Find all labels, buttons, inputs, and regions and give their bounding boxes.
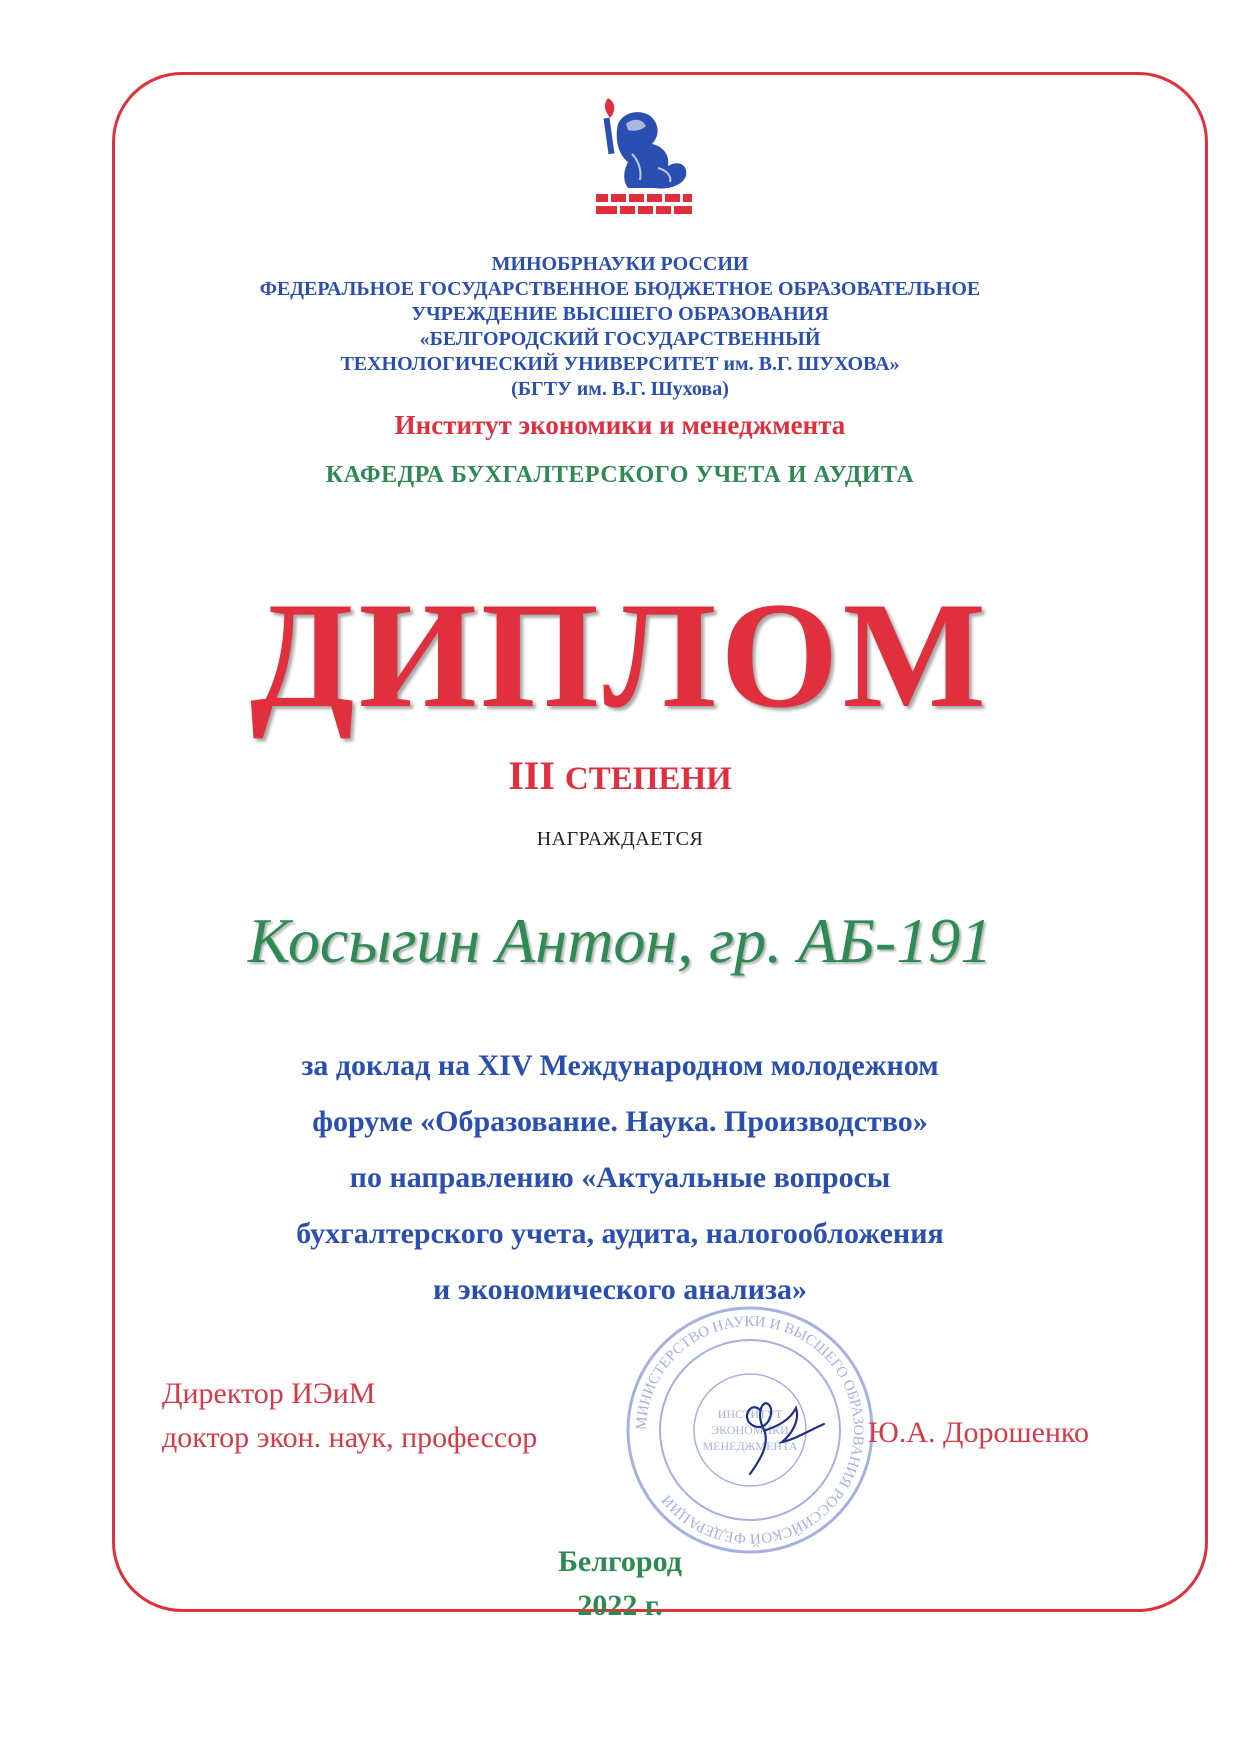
stamp-center-line: МЕНЕДЖМЕНТА — [702, 1439, 798, 1453]
org-line: ТЕХНОЛОГИЧЕСКИЙ УНИВЕРСИТЕТ им. В.Г. ШУХОВА» — [340, 353, 900, 375]
degree-line — [0, 752, 1240, 799]
reason-line: и экономического анализа» — [433, 1273, 807, 1306]
department-name: КАФЕДРА БУХГАЛТЕРСКОГО УЧЕТА И АУДИТА — [325, 462, 915, 488]
org-line: ФЕДЕРАЛЬНОЕ ГОСУДАРСТВЕННОЕ БЮДЖЕТНОЕ ОБРАЗОВАТЕЛЬНОЕ — [259, 278, 981, 300]
org-line: «БЕЛГОРОДСКИЙ ГОСУДАРСТВЕННЫЙ — [419, 328, 821, 350]
reason-line: по направлению «Актуальные вопросы — [349, 1161, 891, 1194]
awarded-label: НАГРАЖДАЕТСЯ — [536, 828, 704, 850]
year: 2022 г. — [577, 1589, 663, 1622]
reason-line: форуме «Образование. Наука. Производство» — [312, 1105, 928, 1138]
university-lion-logo — [588, 94, 700, 218]
stamp-center-line: ИНСТИТУТ — [717, 1407, 783, 1421]
signatory-degree: доктор экон. наук, профессор — [162, 1421, 538, 1454]
reason-line: за доклад на XIV Международном молодежном — [301, 1049, 939, 1082]
recipient-name: Косыгин Антон, гр. АБ-191 — [247, 905, 993, 976]
org-line: УЧРЕЖДЕНИЕ ВЫСШЕГО ОБРАЗОВАНИЯ — [411, 303, 829, 325]
degree-word: СТЕПЕНИ — [564, 761, 732, 797]
handwritten-signature — [717, 1390, 830, 1480]
organization-header — [0, 252, 1240, 402]
signatory-name: Ю.А. Дорошенко — [868, 1416, 1089, 1449]
signatory-position: Директор ИЭиМ — [162, 1377, 376, 1410]
stamp-ring-text: МИНИСТЕРСТВО НАУКИ И ВЫСШЕГО ОБРАЗОВАНИЯ РОССИЙСКОЙ ФЕДЕРАЦИИ — [633, 1313, 867, 1547]
institute-name: Институт экономики и менеджмента — [394, 410, 846, 440]
diploma-title: ДИПЛОМ — [250, 571, 990, 739]
city: Белгород — [558, 1545, 682, 1578]
org-line: (БГТУ им. В.Г. Шухова) — [511, 378, 729, 400]
degree-numeral: III — [508, 753, 555, 798]
reason-line: бухгалтерского учета, аудита, налогообложения — [296, 1217, 944, 1250]
org-line: МИНОБРНАУКИ РОССИИ — [491, 253, 749, 275]
place-and-date — [0, 1540, 1240, 1628]
award-reason — [0, 1038, 1240, 1318]
stamp-center-line: ЭКОНОМИКИ — [711, 1423, 789, 1437]
signatory-block — [162, 1372, 537, 1460]
